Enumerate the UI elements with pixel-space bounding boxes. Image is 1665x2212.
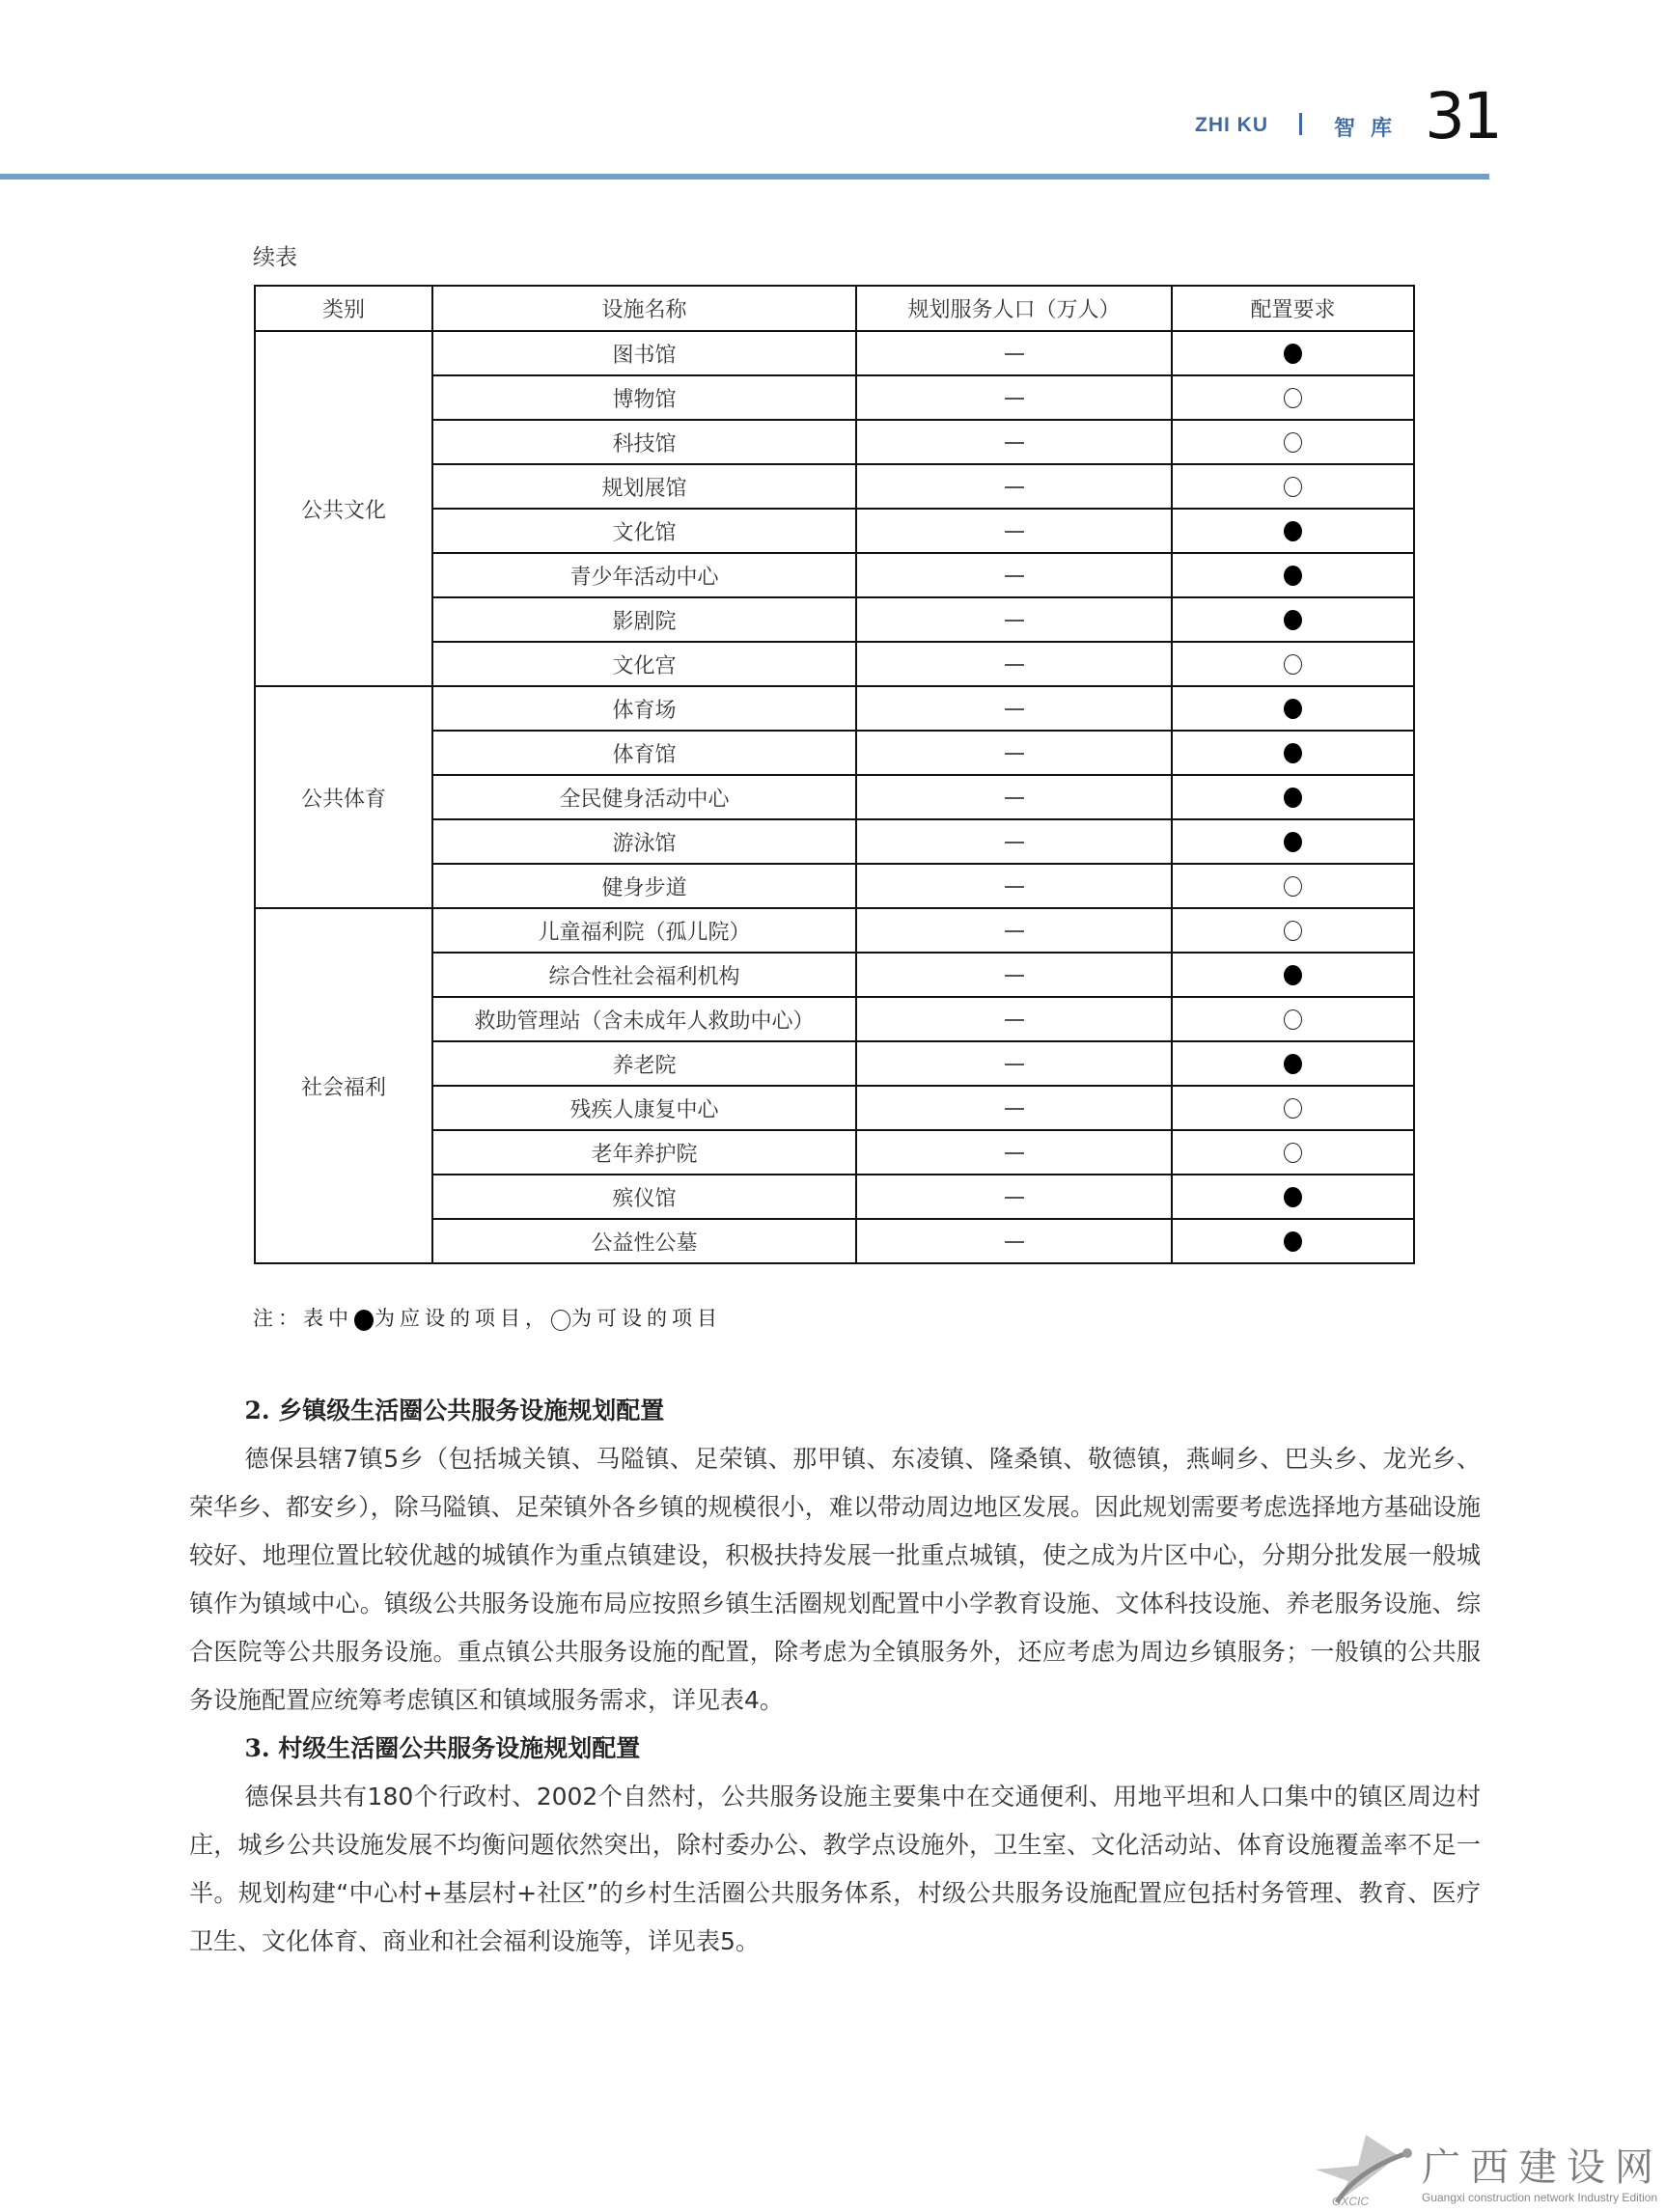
filled-circle-icon bbox=[1284, 521, 1302, 541]
population-cell bbox=[856, 686, 1172, 731]
dash-icon bbox=[1005, 930, 1024, 932]
population-cell bbox=[856, 642, 1172, 686]
requirement-cell bbox=[1172, 1041, 1414, 1086]
hollow-circle-icon bbox=[1284, 1009, 1302, 1030]
facility-name-cell: 游泳馆 bbox=[432, 819, 856, 864]
dash-icon bbox=[1005, 1241, 1024, 1243]
population-cell bbox=[856, 1130, 1172, 1175]
dash-icon bbox=[1005, 486, 1024, 488]
dash-icon bbox=[1005, 398, 1024, 400]
header-rule bbox=[0, 174, 1489, 180]
table-row bbox=[255, 331, 1414, 375]
section-heading: 2. 乡镇级生活圈公共服务设施规划配置 bbox=[244, 1396, 665, 1424]
facility-name-cell: 博物馆 bbox=[432, 375, 856, 420]
table-row bbox=[255, 908, 1414, 953]
facility-name-cell: 文化宫 bbox=[432, 642, 856, 686]
dash-icon bbox=[1005, 708, 1024, 710]
dash-icon bbox=[1005, 575, 1024, 577]
dash-icon bbox=[1005, 664, 1024, 666]
note-required-text: 为应设的项目， bbox=[375, 1307, 550, 1330]
column-header-population: 规划服务人口（万人） bbox=[856, 286, 1172, 331]
facility-name-cell: 健身步道 bbox=[432, 864, 856, 908]
filled-circle-icon bbox=[1284, 832, 1302, 852]
requirement-cell bbox=[1172, 597, 1414, 642]
dash-icon bbox=[1005, 797, 1024, 799]
dash-icon bbox=[1005, 753, 1024, 755]
section-village bbox=[189, 1725, 1481, 1966]
population-cell bbox=[856, 375, 1172, 420]
requirement-cell bbox=[1172, 1086, 1414, 1130]
hollow-circle-icon bbox=[551, 1310, 570, 1331]
section-heading: 3. 村级生活圈公共服务设施规划配置 bbox=[244, 1734, 641, 1762]
dash-icon bbox=[1005, 1152, 1024, 1154]
category-cell: 公共体育 bbox=[255, 686, 432, 908]
filled-circle-icon bbox=[1284, 1187, 1302, 1207]
header-separator bbox=[1299, 113, 1302, 135]
dash-icon bbox=[1005, 975, 1024, 977]
hollow-circle-icon bbox=[1284, 654, 1302, 675]
requirement-cell bbox=[1172, 331, 1414, 375]
facility-name-cell: 图书馆 bbox=[432, 331, 856, 375]
requirement-cell bbox=[1172, 731, 1414, 775]
watermark-name-cn: 广西建设网 bbox=[1422, 2145, 1663, 2190]
page-number: 31 bbox=[1425, 79, 1500, 153]
dash-icon bbox=[1005, 886, 1024, 888]
population-cell bbox=[856, 775, 1172, 819]
watermark-name-en: Guangxi construction network Industry Edition bbox=[1422, 2191, 1658, 2204]
hollow-circle-icon bbox=[1284, 921, 1302, 941]
dash-icon bbox=[1005, 620, 1024, 622]
facility-name-cell: 全民健身活动中心 bbox=[432, 775, 856, 819]
population-cell bbox=[856, 1175, 1172, 1219]
table-caption: 续表 bbox=[253, 245, 297, 270]
section-label-en: ZHI KU bbox=[1195, 114, 1268, 136]
column-header-requirement: 配置要求 bbox=[1172, 286, 1414, 331]
population-cell bbox=[856, 731, 1172, 775]
hollow-circle-icon bbox=[1284, 432, 1302, 453]
requirement-cell bbox=[1172, 1130, 1414, 1175]
filled-circle-icon bbox=[1284, 699, 1302, 719]
population-cell bbox=[856, 1041, 1172, 1086]
facility-name-cell: 儿童福利院（孤儿院） bbox=[432, 908, 856, 953]
section-paragraph: 德保县共有180个行政村、2002个自然村，公共服务设施主要集中在交通便利、用地平坦和人口集中的镇区周边村庄，城乡公共设施发展不均衡问题依然突出，除村委办公、教学点设施外，卫生室、文化活动站、体育设施覆盖率不足一半。规划构建“中心村+基层村+社区”的乡村生活圈公共服务体系，村级公共服务设施配置应包括村务管理、教育、医疗卫生、文化体育、商业和社会福利设施等，详见表5。 bbox=[189, 1783, 1481, 1955]
watermark-logo-text: GXCIC bbox=[1332, 2195, 1370, 2208]
dash-icon bbox=[1005, 442, 1024, 444]
requirement-cell bbox=[1172, 1175, 1414, 1219]
requirement-cell bbox=[1172, 953, 1414, 997]
requirement-cell bbox=[1172, 686, 1414, 731]
table-body bbox=[255, 331, 1414, 1263]
facility-name-cell: 综合性社会福利机构 bbox=[432, 953, 856, 997]
population-cell bbox=[856, 864, 1172, 908]
requirement-cell bbox=[1172, 553, 1414, 597]
requirement-cell bbox=[1172, 908, 1414, 953]
note-optional-text: 为可设的项目 bbox=[571, 1307, 722, 1330]
facility-name-cell: 养老院 bbox=[432, 1041, 856, 1086]
hollow-circle-icon bbox=[1284, 1143, 1302, 1163]
facility-name-cell: 文化馆 bbox=[432, 509, 856, 553]
table-note bbox=[253, 1303, 722, 1332]
watermark-logo bbox=[1308, 2133, 1665, 2212]
dash-icon bbox=[1005, 1019, 1024, 1021]
filled-circle-icon bbox=[1284, 566, 1302, 586]
facility-name-cell: 公益性公墓 bbox=[432, 1219, 856, 1263]
table-row bbox=[255, 686, 1414, 731]
population-cell bbox=[856, 819, 1172, 864]
section-label-cn: 智库 bbox=[1334, 117, 1408, 141]
note-prefix: 注：表中 bbox=[253, 1307, 353, 1330]
population-cell bbox=[856, 509, 1172, 553]
column-header-facility: 设施名称 bbox=[432, 286, 856, 331]
hollow-circle-icon bbox=[1284, 388, 1302, 408]
filled-circle-icon bbox=[1284, 965, 1302, 985]
facility-name-cell: 残疾人康复中心 bbox=[432, 1086, 856, 1130]
facility-name-cell: 救助管理站（含未成年人救助中心） bbox=[432, 997, 856, 1041]
section-paragraph: 德保县辖7镇5乡（包括城关镇、马隘镇、足荣镇、那甲镇、东凌镇、隆桑镇、敬德镇，燕峒乡、巴头乡、龙光乡、荣华乡、都安乡），除马隘镇、足荣镇外各乡镇的规模很小，难以带动周边地区发展。因此规划需要考虑选择地方基础设施较好、地理位置比较优越的城镇作为重点镇建设，积极扶持发展一批重点城镇，使之成为片区中心，分期分批发展一般城镇作为镇域中心。镇级公共服务设施布局应按照乡镇生活圈规划配置中小学教育设施、文体科技设施、养老服务设施、综合医院等公共服务设施。重点镇公共服务设施的配置，除考虑为全镇服务外，还应考虑为周边乡镇服务；一般镇的公共服务设施配置应统筹考虑镇区和镇域服务需求，详见表4。 bbox=[189, 1445, 1481, 1714]
hollow-circle-icon bbox=[1284, 1098, 1302, 1119]
facility-name-cell: 体育馆 bbox=[432, 731, 856, 775]
facility-name-cell: 规划展馆 bbox=[432, 464, 856, 509]
requirement-cell bbox=[1172, 375, 1414, 420]
population-cell bbox=[856, 597, 1172, 642]
dash-icon bbox=[1005, 1108, 1024, 1110]
dash-icon bbox=[1005, 531, 1024, 533]
filled-circle-icon bbox=[1284, 1231, 1302, 1252]
hollow-circle-icon bbox=[1284, 477, 1302, 497]
requirement-cell bbox=[1172, 819, 1414, 864]
population-cell bbox=[856, 331, 1172, 375]
filled-circle-icon bbox=[1284, 610, 1302, 630]
dash-icon bbox=[1005, 353, 1024, 355]
facility-name-cell: 科技馆 bbox=[432, 420, 856, 464]
population-cell bbox=[856, 553, 1172, 597]
population-cell bbox=[856, 420, 1172, 464]
filled-circle-icon bbox=[1284, 743, 1302, 763]
requirement-cell bbox=[1172, 464, 1414, 509]
requirement-cell bbox=[1172, 420, 1414, 464]
requirement-cell bbox=[1172, 642, 1414, 686]
population-cell bbox=[856, 464, 1172, 509]
dash-icon bbox=[1005, 1064, 1024, 1065]
filled-circle-icon bbox=[1284, 788, 1302, 808]
section-township bbox=[189, 1387, 1481, 1725]
hollow-circle-icon bbox=[1284, 876, 1302, 897]
population-cell bbox=[856, 953, 1172, 997]
table-header-row bbox=[255, 286, 1414, 331]
facility-name-cell: 殡仪馆 bbox=[432, 1175, 856, 1219]
category-cell: 社会福利 bbox=[255, 908, 432, 1263]
requirement-cell bbox=[1172, 1219, 1414, 1263]
requirement-cell bbox=[1172, 997, 1414, 1041]
facilities-table bbox=[254, 285, 1415, 1264]
population-cell bbox=[856, 908, 1172, 953]
dash-icon bbox=[1005, 842, 1024, 843]
column-header-category: 类别 bbox=[255, 286, 432, 331]
facility-name-cell: 老年养护院 bbox=[432, 1130, 856, 1175]
facility-name-cell: 影剧院 bbox=[432, 597, 856, 642]
population-cell bbox=[856, 1219, 1172, 1263]
requirement-cell bbox=[1172, 775, 1414, 819]
requirement-cell bbox=[1172, 509, 1414, 553]
facility-name-cell: 体育场 bbox=[432, 686, 856, 731]
filled-circle-icon bbox=[1284, 1054, 1302, 1074]
population-cell bbox=[856, 997, 1172, 1041]
requirement-cell bbox=[1172, 864, 1414, 908]
category-cell: 公共文化 bbox=[255, 331, 432, 686]
dash-icon bbox=[1005, 1197, 1024, 1199]
population-cell bbox=[856, 1086, 1172, 1130]
filled-circle-icon bbox=[1284, 344, 1302, 364]
filled-circle-icon bbox=[354, 1310, 374, 1331]
facility-name-cell: 青少年活动中心 bbox=[432, 553, 856, 597]
